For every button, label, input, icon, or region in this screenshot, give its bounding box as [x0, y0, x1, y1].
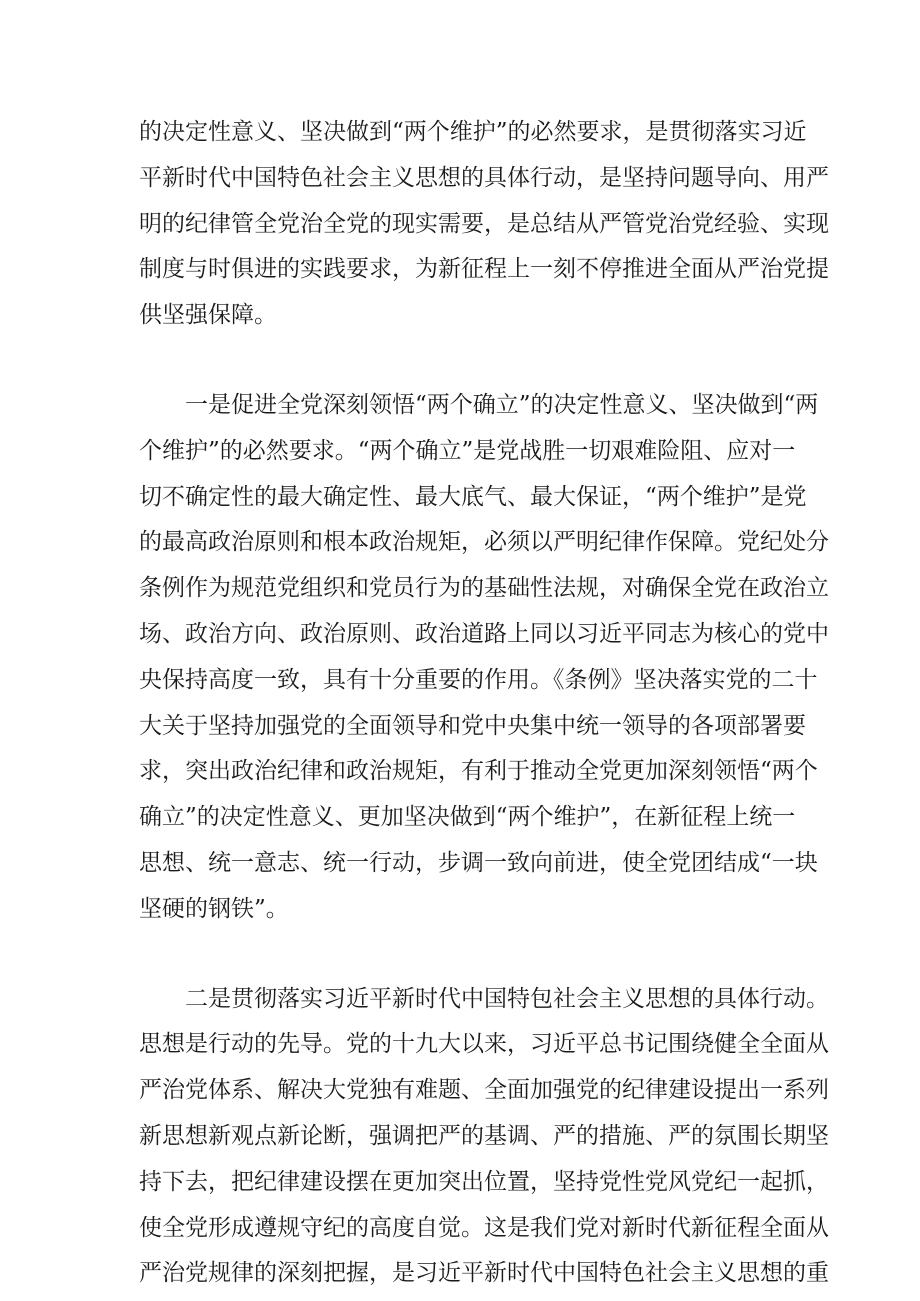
text-line: 平新时代中国特色社会主义思想的具体行动，是坚持问题导向、用严	[139, 164, 829, 191]
text-line: 思想、统一意志、统一行动，步调一致向前进，使全党团结成“一块	[139, 849, 818, 876]
paragraph-spacer	[139, 933, 784, 977]
text-line: 制度与时俱进的实践要求，为新征程上一刻不停推进全面从严治党提	[139, 256, 829, 283]
text-line: 严治党体系、解决大党独有难题、全面加强党的纪律建设提出一系列	[139, 1077, 829, 1104]
text-line: 条例作为规范党组织和党员行为的基础性法规，对确保全党在政治立	[139, 575, 829, 602]
text-line: 思想是行动的先导。党的十九大以来，习近平总书记围绕健全全面从	[139, 1031, 829, 1058]
text-line: 求，突出政治纪律和政治规矩，有利于推动全党更加深刻领悟“两个	[139, 758, 818, 785]
paragraph-1	[139, 110, 829, 339]
text-line: 新思想新观点新论断，强调把严的基调、严的措施、严的氛围长期坚	[139, 1122, 829, 1149]
text-line: 央保持高度一致，具有十分重要的作用。《条例》坚决落实党的二十	[139, 666, 818, 693]
paragraph-2	[139, 383, 829, 933]
text-line: 明的纪律管全党治全党的现实需要，是总结从严管党治党经验、实现	[139, 210, 829, 237]
paragraph-spacer	[139, 339, 784, 383]
text-line: 持下去，把纪律建设摆在更加突出位置，坚持党性党风党纪一起抓，	[139, 1168, 829, 1195]
text-line: 二是贯彻落实习近平新时代中国特包社会主义思想的具体行动。	[185, 985, 829, 1012]
text-line: 确立”的决定性意义、更加坚决做到“两个维护”，在新征程上统一	[139, 804, 796, 831]
text-line: 场、政治方向、政治原则、政治道路上同以习近平同志为核心的党中	[139, 620, 829, 647]
paragraph-3	[139, 977, 829, 1298]
text-line: 大关于坚持加强党的全面领导和党中央集中统一领导的各项部署要	[139, 712, 806, 739]
text-line: 供坚强保障。	[139, 302, 277, 329]
text-line: 严治党规律的深刻把握，是习近平新时代中国特色社会主义思想的重	[139, 1260, 829, 1287]
text-line: 的最高政治原则和根本政治规矩，必须以严明纪律作保障。党纪处分	[139, 529, 829, 556]
text-line: 一是促进全党深刻领悟“两个确立”的决定性意义、坚决做到“两	[185, 391, 819, 418]
text-line: 坚硬的钢铁”。	[139, 895, 289, 922]
text-line: 使全党形成遵规守纪的高度自觉。这是我们党对新时代新征程全面从	[139, 1214, 829, 1241]
document-body	[139, 110, 829, 1297]
text-line: 切不确定性的最大确定性、最大底气、最大保证，“两个维护”是党	[139, 483, 807, 510]
text-line: 的决定性意义、坚决做到“两个维护”的必然要求，是贯彻落实习近	[139, 119, 807, 145]
text-line: 个维护”的必然要求。“两个确立”是党战胜一切艰难险阻、应对一	[139, 437, 796, 464]
